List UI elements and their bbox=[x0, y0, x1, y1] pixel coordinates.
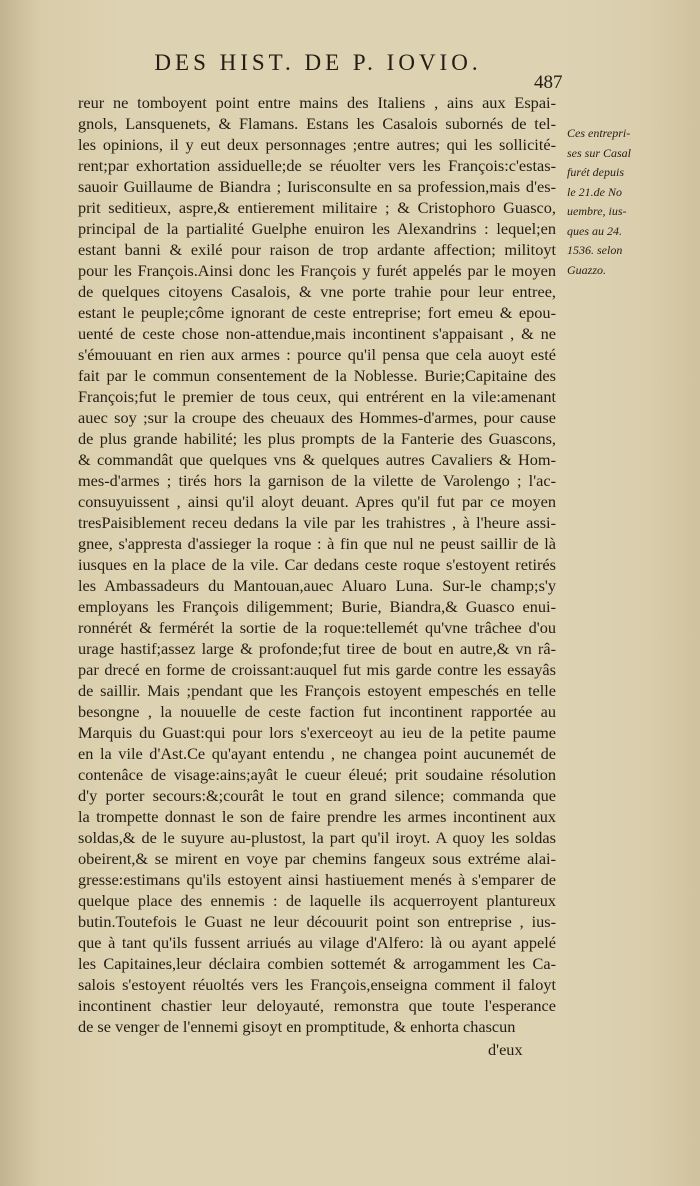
text-line: ronnérét & fermérét la sortie de la roque:tellemét qu'vne trâchee d'ou bbox=[78, 618, 556, 637]
text-line: butin.Toutefois le Guast ne leur découurit point son entreprise , ius- bbox=[78, 912, 556, 931]
text-line: gnols, Lansquenets, & Flamans. Estans les Casalois subornés de tel- bbox=[78, 114, 556, 133]
margin-note-line: le 21.de No bbox=[567, 184, 622, 199]
margin-note-line: Ces entrepri- bbox=[567, 126, 631, 140]
text-line: obeirent,& se mirent en voye par chemins fangeux sous extréme alai- bbox=[78, 849, 556, 868]
text-line: principal de la partialité Guelphe enuiron les Alexandrins : lequel;en bbox=[78, 219, 556, 238]
text-line: en la vile d'Ast.Ce qu'ayant entendu , ne changea point aucunemét de bbox=[78, 744, 556, 763]
margin-note-line: ses sur Casal bbox=[567, 145, 632, 160]
text-line: auec soy ;sur la croupe des cheuaux des Hommes-d'armes, pour cause bbox=[78, 408, 556, 427]
page-number: 487 bbox=[534, 72, 563, 93]
text-line: consuyuissent , ainsi qu'il aloyt deuant. Apres qu'il fut par ce moyen bbox=[78, 492, 556, 511]
text-line: par drecé en forme de croissant:auquel fut mis garde contre les essayâs bbox=[78, 660, 556, 679]
body-text bbox=[78, 92, 556, 1037]
text-line: pour les François.Ainsi donc les François y furét appelés par le moyen bbox=[78, 261, 556, 280]
text-line: s'émouuant en rien aux armes : pource qu'il pensa que cela auoyt esté bbox=[78, 345, 556, 364]
text-line: les Capitaines,leur déclaira combien sottemét & arrogamment les Ca- bbox=[78, 954, 556, 973]
text-line: la trompette donnast le son de faire prendre les armes incontinent aux bbox=[78, 807, 556, 826]
text-line: que à tant qu'ils fussent arriués au vilage d'Alfero: là ou ayant appelé bbox=[78, 933, 556, 952]
margin-note-line: ques au 24. bbox=[567, 223, 622, 238]
text-line: estant le peuple;côme ignorant de ceste entreprise; fort emeu & epou- bbox=[78, 303, 556, 322]
text-line: gnee, s'appresta d'assieger la roque : à fin que nul ne peust saillir de là bbox=[78, 534, 556, 553]
text-line: les Ambassadeurs du Mantouan,auec Aluaro Luna. Sur-le champ;s'y bbox=[78, 576, 556, 595]
text-line: sauoir Guillaume de Biandra ; Iurisconsulte en sa profession,mais d'es- bbox=[78, 177, 556, 196]
text-line: besongne , la nouuelle de ceste faction fut incontinent rapportée au bbox=[78, 702, 556, 721]
text-line: & commandât que quelques vns & quelques autres Cavaliers & Hom- bbox=[78, 450, 556, 469]
text-line: Marquis du Guast:qui pour lors s'exerceoyt au ieu de la petite paume bbox=[78, 723, 556, 742]
text-line: de quelques citoyens Casalois, & vne porte trahie pour leur entree, bbox=[78, 282, 556, 301]
margin-note bbox=[567, 124, 677, 280]
catchword: d'eux bbox=[488, 1040, 523, 1059]
text-line: de se venger de l'ennemi gisoyt en promptitude, & enhorta chascun bbox=[78, 1017, 516, 1036]
text-line: quelque place des ennemis : de laquelle ils acquerroyent plantureux bbox=[78, 891, 556, 910]
text-line: mes-d'armes ; tirés hors la garnison de la vilette de Varolengo ; l'ac- bbox=[78, 471, 556, 490]
text-line: salois s'estoyent réuoltés vers les François,enseigna comment il faloyt bbox=[78, 975, 556, 994]
text-line: de saillir. Mais ;pendant que les François estoyent empeschés en telle bbox=[78, 681, 556, 700]
text-line: tresPaisiblement receu dedans la vile par les trahistres , à l'heure assi- bbox=[78, 513, 556, 532]
margin-note-line: uembre, ius- bbox=[567, 204, 627, 218]
text-line: urage hastif;assez large & profonde;fut tiree de bout en autre,& vn râ- bbox=[78, 639, 556, 658]
text-line: estant banni & exilé pour raison de trop ardante affection; militoyt bbox=[78, 240, 556, 259]
text-line: de plus grande habilité; les plus prompts de la Fanterie des Guascons, bbox=[78, 429, 556, 448]
text-line: les opinions, il y eut deux personnages ;entre autres; qui les sollicité- bbox=[78, 135, 556, 154]
text-line: uenté de ceste chose non-attendue,mais incontinent s'appaisant , & ne bbox=[78, 324, 556, 343]
text-line: d'y porter secours:&;courât le tout en grand silence; commanda que bbox=[78, 786, 556, 805]
text-line: reur ne tomboyent point entre mains des Italiens , ains aux Espai- bbox=[78, 93, 556, 112]
text-line: François;fut le premier de tous ceux, qui entrérent en la vile:amenant bbox=[78, 387, 556, 406]
running-title: DES HIST. DE P. IOVIO. bbox=[154, 50, 482, 75]
margin-note-line: 1536. selon bbox=[567, 243, 623, 257]
text-line: employans les François diligemment; Burie, Biandra,& Guasco enui- bbox=[78, 597, 556, 616]
margin-note-line: furét depuis bbox=[567, 165, 624, 179]
text-line: rent;par exhortation assiduelle;de se réuolter vers les François:c'estas- bbox=[78, 156, 556, 175]
text-line: contenâce de visage:ains;ayât le cueur éleué; prit soudaine résolution bbox=[78, 765, 556, 784]
text-line: fait par le commun consentement de la Noblesse. Burie;Capitaine des bbox=[78, 366, 556, 385]
text-line: incontinent chastier leur deloyauté, remonstra que toute l'esperance bbox=[78, 996, 556, 1015]
margin-note-line: Guazzo. bbox=[567, 262, 607, 277]
text-line: prit seditieux, aspre,& entierement militaire ; & Cristophoro Guasco, bbox=[78, 198, 556, 217]
text-line: iusques en la place de la vile. Car dedans ceste roque s'estoyent retirés bbox=[78, 555, 556, 574]
text-line: gresse:estimans qu'ils estoyent ainsi hastiuement menés à s'emparer de bbox=[78, 870, 556, 889]
text-line: soldas,& de le suyure au-plustost, la part qu'il iroyt. A quoy les soldas bbox=[78, 828, 556, 847]
